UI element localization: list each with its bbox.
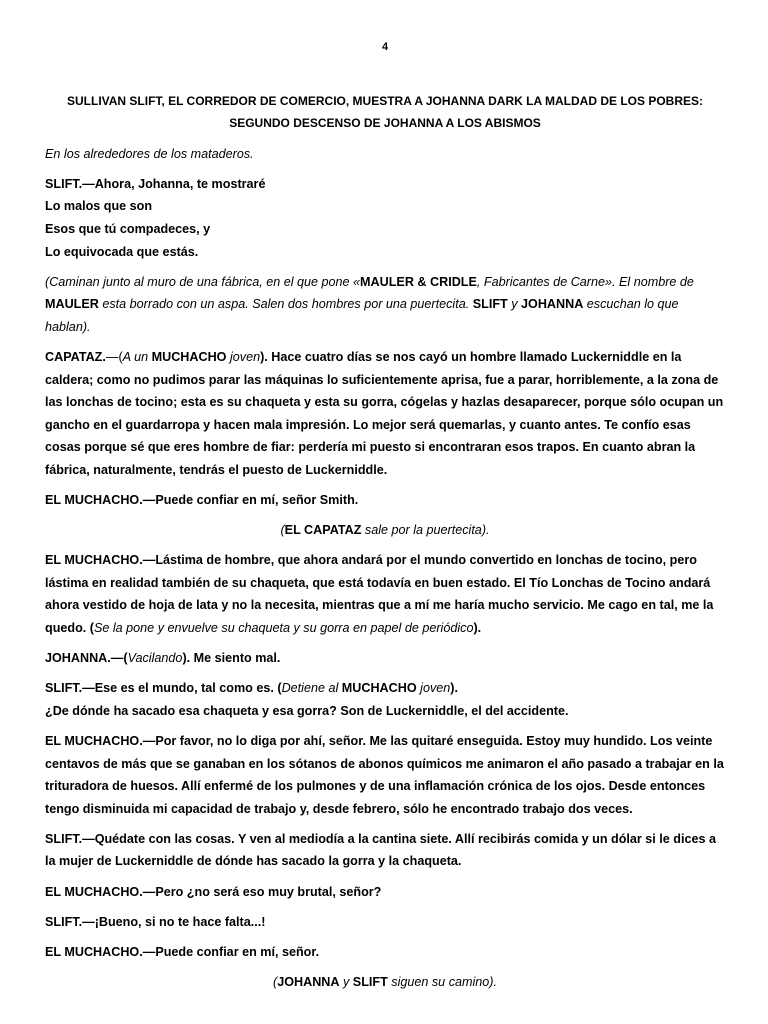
dash: —( (105, 350, 123, 365)
direction-text: ( (273, 974, 278, 989)
verse-text: Esos que tú compadeces, y (45, 222, 211, 237)
verse-line (45, 218, 725, 241)
slift-speech-4 (45, 911, 725, 934)
verse-text: —Ahora, Johanna, te mostraré (82, 176, 266, 191)
direction-text: y (507, 297, 522, 312)
slift-verse (45, 173, 725, 263)
character-name: JOHANNA (277, 974, 340, 989)
capataz-speech (45, 346, 725, 482)
direction-text: Detiene al (281, 681, 342, 696)
speech-text: —Quédate con las cosas. Y ven al mediodía a la cantina siete. Allí recibirás comida y un dólar si le dices a la mujer de Luckerniddle de dónde has sacado la gorra y la chaqueta. (45, 831, 717, 869)
speaker-name: EL MUCHACHO. (45, 553, 143, 568)
character-name: JOHANNA (521, 297, 584, 312)
speaker-name: SLIFT. (45, 681, 83, 696)
direction-text: joven (226, 350, 261, 365)
direction-text: (Caminan junto al muro de una fábrica, en el que pone « (45, 274, 361, 289)
document-page (45, 36, 725, 1001)
direction-text: ( (280, 523, 285, 538)
sign-name: MAULER & CRIDLE (360, 274, 477, 289)
direction-text: Vacilando (127, 651, 183, 666)
speech-text: —Lástima de hombre, que ahora andará por el mundo convertido en lonchas de tocino, pero lástima en realidad también de su chaqueta, que está todavía en buen estado. El Tío Lonchas de Tocino andará ahora vestido de hoja de lata y no la necesita, mientras que a mí me haría mucho servicio. Me cago en tal, me la quedo. ( (45, 553, 714, 636)
johanna-speech (45, 647, 725, 670)
speech-text: —Puede confiar en mí, señor. (142, 944, 320, 959)
character-name: MAULER (45, 297, 99, 312)
speech-text: ¿De dónde ha sacado esa chaqueta y esa gorra? Son de Luckerniddle, el del accidente. (45, 703, 569, 718)
speech-text: —Pero ¿no será eso muy brutal, señor? (142, 884, 382, 899)
speaker-name: JOHANNA. (45, 651, 111, 666)
speaker-name: CAPATAZ. (45, 350, 106, 365)
character-name: MUCHACHO (151, 350, 227, 365)
verse-text: Lo malos que son (45, 199, 153, 214)
stage-direction-text: En los alrededores de los mataderos. (45, 146, 254, 161)
speaker-name: SLIFT. (45, 176, 83, 191)
speech-text: —Ese es el mundo, tal como es. ( (82, 681, 282, 696)
muchacho-speech-4 (45, 881, 725, 904)
speaker-name: EL MUCHACHO. (45, 733, 143, 748)
speaker-name: SLIFT. (45, 914, 83, 929)
character-name: MUCHACHO (341, 681, 417, 696)
scene-heading: SULLIVAN SLIFT, EL CORREDOR DE COMERCIO, MUESTRA A JOHANNA DARK LA MALDAD DE LOS POBRES: SEGUNDO DESCENSO DE JOHANNA A LOS ABISMOS (66, 93, 703, 131)
stage-direction-factory (45, 271, 725, 339)
direction-text: esta borrado con un aspa. Salen dos hombres por una puertecita. (98, 297, 473, 312)
speech-text: —( (110, 651, 128, 666)
speech-text: ). (473, 621, 482, 636)
direction-text: Se la pone y envuelve su chaqueta y su gorra en papel de periódico (93, 621, 474, 636)
muchacho-speech-3 (45, 730, 725, 820)
page-number: 4 (381, 41, 389, 53)
muchacho-speech-2 (45, 549, 725, 639)
muchacho-speech-1 (45, 489, 725, 512)
speaker-name: EL MUCHACHO. (45, 493, 143, 508)
speech-text: —Puede confiar en mí, señor Smith. (142, 493, 359, 508)
speaker-name: EL MUCHACHO. (45, 944, 143, 959)
direction-text: joven (416, 681, 451, 696)
speech-text: —¡Bueno, si no te hace falta...! (82, 914, 266, 929)
direction-text: sale por la puertecita). (361, 523, 490, 538)
slift-speech-3 (45, 828, 725, 873)
direction-text: , Fabricantes de Carne». El nombre de (476, 274, 694, 289)
speech-text: ). Hace cuatro días se nos cayó un hombre llamado Luckerniddle en la caldera; como no pudimos parar las máquinas lo suficientemente aprisa, fue a parar, horriblemente, a la zona de las lonchas de tocino; esta es su chaqueta y esta su gorra, cógelas y hazlas desaparecer, porque sólo ocupan un gancho en el guardarropa y hacen mala impresión. Lo mejor será quemarlas, y cuanto antes. Te confío esas cosas porque sé que eres hombre de fiar: perdería mi puesto si encontraran esos trapos. En cuanto abran la fábrica, naturalmente, tendrás el puesto de Luckerniddle. (45, 350, 724, 477)
stage-direction-exit (45, 519, 725, 542)
speech-text: ). Me siento mal. (182, 651, 281, 666)
muchacho-speech-5 (45, 941, 725, 964)
direction-text: escuchan lo que hablan). (45, 297, 679, 334)
direction-text: A un (122, 350, 152, 365)
character-name: SLIFT (352, 974, 388, 989)
speech-text: —Por favor, no lo diga por ahí, señor. Me las quitaré enseguida. Estoy muy hundido. Los veinte centavos de más que se ganaban en los sótanos de abonos químicos me animaron el año pasado a trabajar en la trituradora de huesos. Allí enfermé de los pulmones y de una inflamación crónica de los ojos. Desde entonces tengo disminuida mi capacidad de trabajo y, desde febrero, sólo he encontrado trabajo dos veces. (45, 733, 724, 816)
character-name: SLIFT (472, 297, 508, 312)
verse-line (45, 195, 725, 218)
direction-text: y (339, 974, 353, 989)
verse-line (45, 241, 725, 264)
speaker-name: EL MUCHACHO. (45, 884, 143, 899)
verse-text: Lo equivocada que estás. (45, 244, 199, 259)
slift-speech-2 (45, 677, 725, 722)
speaker-name: SLIFT. (45, 831, 83, 846)
stage-direction-leave (45, 971, 725, 994)
character-name: EL CAPATAZ (284, 523, 362, 538)
speech-text: ). (450, 681, 458, 696)
verse-line (45, 173, 725, 196)
direction-text: siguen su camino). (387, 974, 497, 989)
stage-direction-setting (45, 143, 725, 166)
